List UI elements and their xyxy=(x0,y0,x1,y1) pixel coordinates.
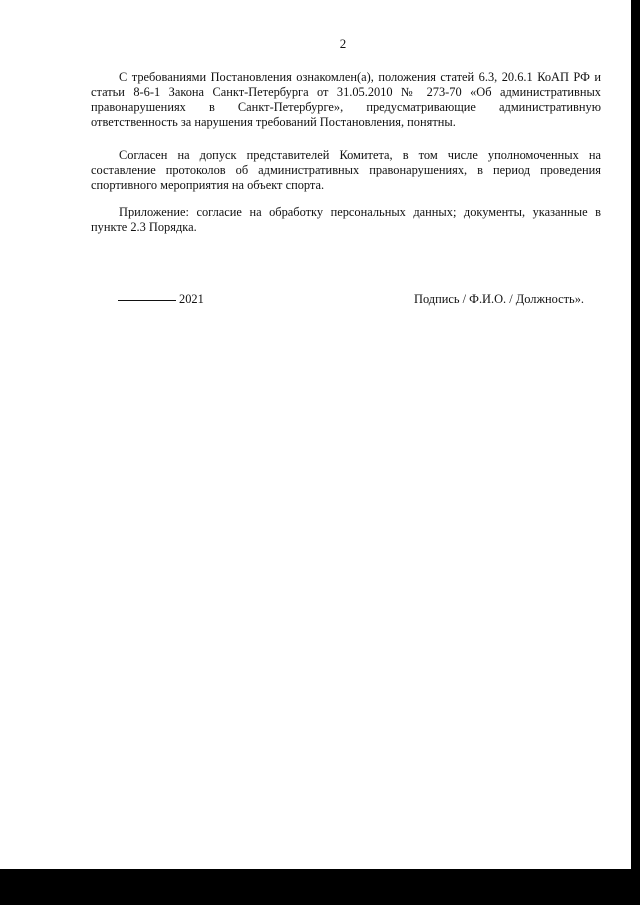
paragraph-acknowledgement: С требованиями Постановления ознакомлен(а), положения статей 6.3, 20.6.1 КоАП РФ и статьи 8-6-1 Закона Санкт-Петербурга от 31.05.2010 № 273-70 «Об административных правонарушениях в Санкт-Петербурге», предусматривающие административную ответственность за нарушения требований Постановления, понятны. xyxy=(91,70,601,130)
scan-border-bottom xyxy=(0,869,640,905)
date-blank-line xyxy=(118,300,176,301)
signature-caption: Подпись / Ф.И.О. / Должность». xyxy=(414,292,584,306)
scan-border-right xyxy=(631,0,640,905)
paragraph-attachment: Приложение: согласие на обработку персональных данных; документы, указанные в пункте 2.3 Порядка. xyxy=(91,205,601,235)
paragraph-consent-access: Согласен на допуск представителей Комитета, в том числе уполномоченных на составление протоколов об административных правонарушениях, в период проведения спортивного мероприятия на объект спорта. xyxy=(91,148,601,193)
page-number: 2 xyxy=(339,36,347,51)
date-field xyxy=(118,292,204,307)
date-year: 2021 xyxy=(179,292,204,306)
